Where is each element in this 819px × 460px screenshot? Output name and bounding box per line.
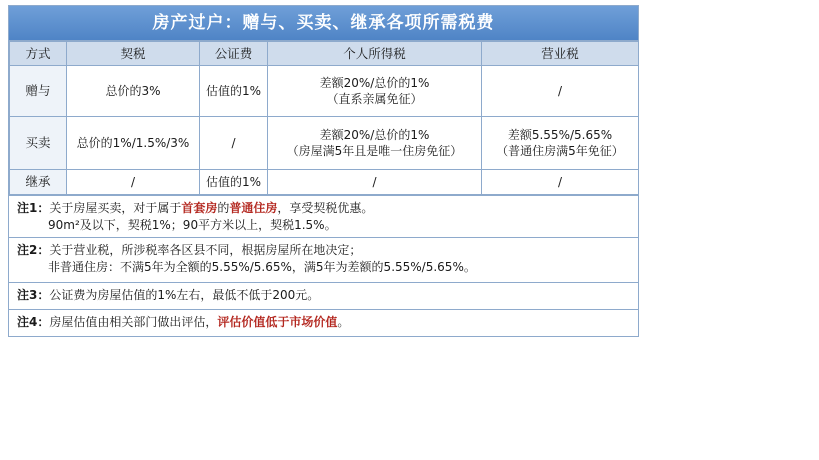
- sheet-title: 房产过户：赠与、买卖、继承各项所需税费: [9, 6, 638, 41]
- note-1: [9, 195, 638, 237]
- note-line: 非普通住房：不满5年为全额的5.55%/5.65%，满5年为差额的5.55%/5.65%。: [48, 260, 476, 274]
- header-business-tax: 营业税: [482, 42, 639, 66]
- cell-line: 差额20%/总价的1%: [319, 76, 430, 90]
- cell-deed-tax: 总价的3%: [67, 66, 200, 117]
- cell-line: 差额5.55%/5.65%: [507, 128, 613, 142]
- cell-business-tax: /: [482, 170, 639, 195]
- cell-notary-fee: /: [200, 117, 268, 170]
- note-label: 注3：: [17, 288, 50, 302]
- header-notary-fee: 公证费: [200, 42, 268, 66]
- table-row: [10, 117, 639, 170]
- tax-table: [9, 41, 639, 195]
- note-line: [17, 200, 630, 217]
- cell-deed-tax: 总价的1%/1.5%/3%: [67, 117, 200, 170]
- cell-income-tax: [268, 66, 482, 117]
- note-text: 的: [217, 201, 230, 215]
- note-label: 注1：: [17, 201, 50, 215]
- note-text: ，享受契税优惠。: [277, 201, 374, 215]
- cell-business-tax: [482, 117, 639, 170]
- header-income-tax: 个人所得税: [268, 42, 482, 66]
- highlight-text: 普通住房: [229, 201, 278, 215]
- note-text: 公证费为房屋估值的1%左右，最低不低于200元。: [49, 288, 320, 302]
- header-method: 方式: [10, 42, 67, 66]
- table-row: [10, 170, 639, 195]
- note-3: [9, 282, 638, 309]
- row-method: 继承: [10, 170, 67, 195]
- highlight-text: 评估价值低于市场价值: [217, 315, 338, 329]
- cell-notary-fee: 估值的1%: [200, 170, 268, 195]
- note-4: [9, 309, 638, 336]
- cell-line: /: [557, 84, 563, 98]
- tax-sheet: [8, 5, 639, 337]
- note-text: 关于营业税，所涉税率各区县不同，根据房屋所在地决定；: [49, 243, 362, 257]
- cell-line: 差额20%/总价的1%: [319, 128, 430, 142]
- header-deed-tax: 契税: [67, 42, 200, 66]
- row-method: 赠与: [10, 66, 67, 117]
- cell-line: （直系亲属免征）: [326, 92, 423, 106]
- cell-notary-fee: 估值的1%: [200, 66, 268, 117]
- table-header-row: [10, 42, 639, 66]
- note-text: 房屋估值由相关部门做出评估，: [49, 315, 218, 329]
- row-method: 买卖: [10, 117, 67, 170]
- note-line: 90m²及以下，契税1%；90平方米以上，契税1.5%。: [48, 218, 337, 232]
- cell-deed-tax: /: [67, 170, 200, 195]
- cell-income-tax: /: [268, 170, 482, 195]
- note-label: 注4：: [17, 315, 50, 329]
- cell-line: （房屋满5年且是唯一住房免征）: [286, 144, 463, 158]
- highlight-text: 首套房: [181, 201, 218, 215]
- note-2: [9, 237, 638, 282]
- cell-income-tax: [268, 117, 482, 170]
- cell-business-tax: [482, 66, 639, 117]
- cell-line: （普通住房满5年免征）: [496, 144, 624, 158]
- note-label: 注2：: [17, 243, 50, 257]
- note-line: [17, 242, 630, 259]
- table-row: [10, 66, 639, 117]
- note-text: 。: [337, 315, 350, 329]
- note-text: 关于房屋买卖，对于属于: [49, 201, 182, 215]
